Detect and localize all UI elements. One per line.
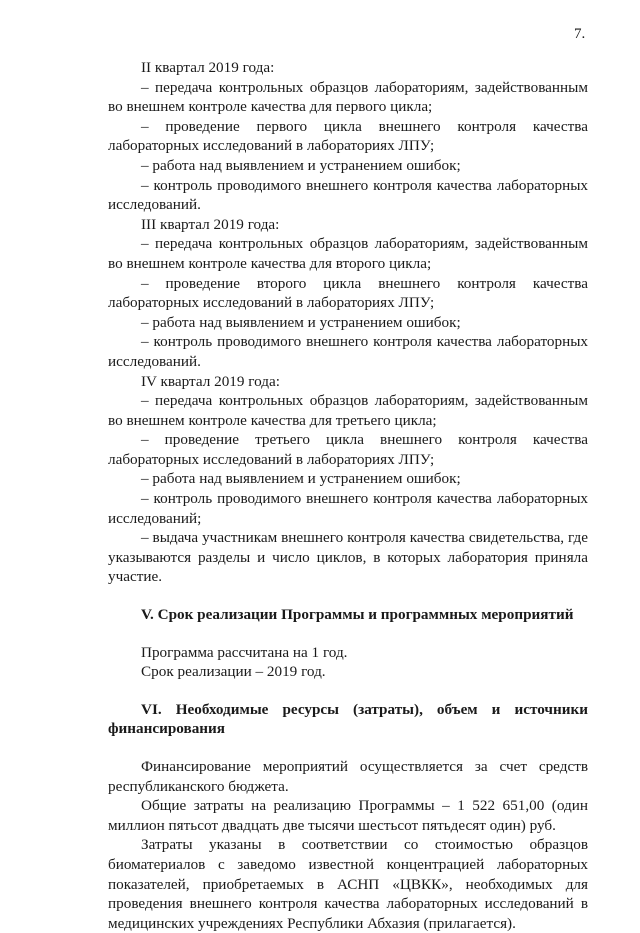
- q4-item-1: – передача контрольных образцов лабораториям, задействованным во внешнем контроле качества для третьего цикла;: [108, 392, 588, 429]
- page-number: 7.: [574, 26, 586, 42]
- q2-item-3: – работа над выявлением и устранением ошибок;: [141, 156, 461, 174]
- q4-item-3: – работа над выявлением и устранением ошибок;: [141, 470, 461, 488]
- q3-item-4: – контроль проводимого внешнего контроля качества лабораторных исследований.: [108, 333, 588, 370]
- q3-title: III квартал 2019 года:: [141, 215, 280, 233]
- section6-paragraph-1: Финансирование мероприятий осуществляется за счет средств республиканского бюджета.: [108, 758, 588, 795]
- q4-title: IV квартал 2019 года:: [141, 372, 280, 390]
- q4-item-4: – контроль проводимого внешнего контроля качества лабораторных исследований;: [108, 490, 588, 527]
- q4-item-5: – выдача участникам внешнего контроля качества свидетельства, где указываются разделы и число циклов, в которых лаборатория приняла участие.: [108, 529, 588, 586]
- section6-heading: VI. Необходимые ресурсы (затраты), объем и источники финансирования: [108, 700, 588, 738]
- section5-line2: Срок реализации – 2019 год.: [141, 663, 326, 681]
- q4-item-2: – проведение третьего цикла внешнего контроля качества лабораторных исследований в лабораториях ЛПУ;: [108, 431, 588, 468]
- q3-item-3: – работа над выявлением и устранением ошибок;: [141, 313, 461, 331]
- q2-item-1: – передача контрольных образцов лабораториям, задействованным во внешнем контроле качества для первого цикла;: [108, 78, 588, 116]
- q2-title: II квартал 2019 года:: [141, 59, 275, 76]
- q3-item-2: – проведение второго цикла внешнего контроля качества лабораторных исследований в лабораториях ЛПУ;: [108, 274, 588, 312]
- q2-item-4: – контроль проводимого внешнего контроля качества лабораторных исследований.: [108, 176, 588, 214]
- section5-heading: V. Срок реализации Программы и программных мероприятий: [141, 606, 574, 624]
- q2-item-2: – проведение первого цикла внешнего контроля качества лабораторных исследований в лабораториях ЛПУ;: [108, 117, 588, 155]
- section6-paragraph-2: Общие затраты на реализацию Программы – 1 522 651,00 (один миллион пятьсот двадцать две тысячи шестьсот пятьдесят один) руб.: [108, 797, 588, 834]
- section6-paragraph-3: Затраты указаны в соответствии со стоимостью образцов биоматериалов с заведомо известной концентрацией лабораторных показателей, приобретаемых в АСНП «ЦВКК», необходимых для проведения внешнего контроля качества лабораторных исследований в медицинских учреждениях Республики Абхазия (прилагается).: [108, 836, 588, 932]
- document-body: [108, 58, 588, 933]
- q3-item-1: – передача контрольных образцов лабораториям, задействованным во внешнем контроле качества для второго цикла;: [108, 235, 588, 272]
- section5-line1: Программа рассчитана на 1 год.: [141, 643, 348, 661]
